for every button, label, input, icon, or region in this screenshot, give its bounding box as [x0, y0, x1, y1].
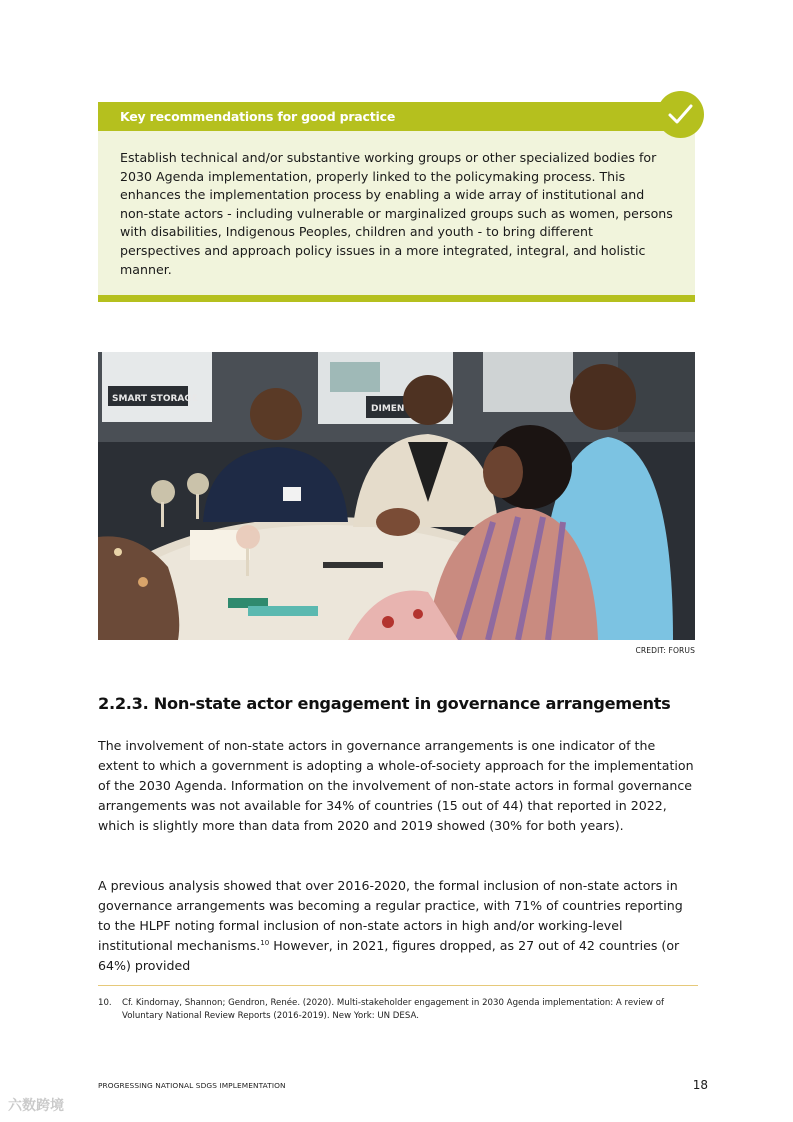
photo-credit: CREDIT: FORUS — [635, 646, 695, 655]
recommendation-box — [98, 102, 695, 302]
recommendation-title: Key recommendations for good practice — [120, 109, 396, 124]
watermark: 六数跨境 — [8, 1098, 64, 1114]
recommendation-header — [98, 102, 695, 131]
page-number: 18 — [692, 1078, 708, 1092]
recommendation-body: Establish technical and/or substantive working groups or other specialized bodies for 2030 Agenda implementation, properly linked to the policymaking process. This enhances the implementation process by enabling a wide array of institutional and non-state actors - including vulnerable or marginalized groups such as women, persons with disabilities, Indigenous Peoples, children and youth - to bring different perspectives and approach policy issues in a more integrated, integral, and holistic manner. — [120, 150, 673, 277]
footnote-divider — [98, 985, 698, 986]
poster-sign-left: SMART STORAGE — [112, 394, 198, 404]
paragraph-text: A previous analysis showed that over 2016-2020, the formal inclusion of non-state actors in governance arrangements was becoming a regular practice, with 71% of countries reporting to the HLPF noting formal inclusion of non-state actors in high and/or working-level institutional mechanisms. — [98, 878, 683, 953]
footnote-reference[interactable]: 10 — [260, 938, 270, 947]
body-paragraph: The involvement of non-state actors in governance arrangements is one indicator of the extent to which a government is adopting a whole-of-society approach for the implementation of the 2030 Agenda. Information on the involvement of non-state actors in formal governance arrangements was not available for 34% of countries (15 out of 44) that reported in 2022, which is slightly more than data from 2020 and 2019 showed (30% for both years). — [98, 738, 694, 833]
footnote-text: Cf. Kindornay, Shannon; Gendron, Renée. (2020). Multi-stakeholder engagement in 2030 Agenda implementation: A review of Voluntary National Review Reports (2016-2019). New York: UN DESA. — [122, 998, 664, 1021]
checkmark-icon — [657, 91, 704, 138]
poster-sign-right: DIMEN — [371, 404, 405, 414]
running-title: PROGRESSING NATIONAL SDGS IMPLEMENTATION — [98, 1081, 286, 1090]
body-paragraph — [98, 876, 698, 976]
paragraph-text: However, in 2021, figures dropped, as 27 out of 42 countries (or 64%) provided — [98, 938, 680, 973]
footnote-number: 10. — [98, 998, 112, 1008]
section-heading: 2.2.3. Non-state actor engagement in governance arrangements — [98, 694, 671, 713]
meeting-photo — [98, 352, 695, 640]
